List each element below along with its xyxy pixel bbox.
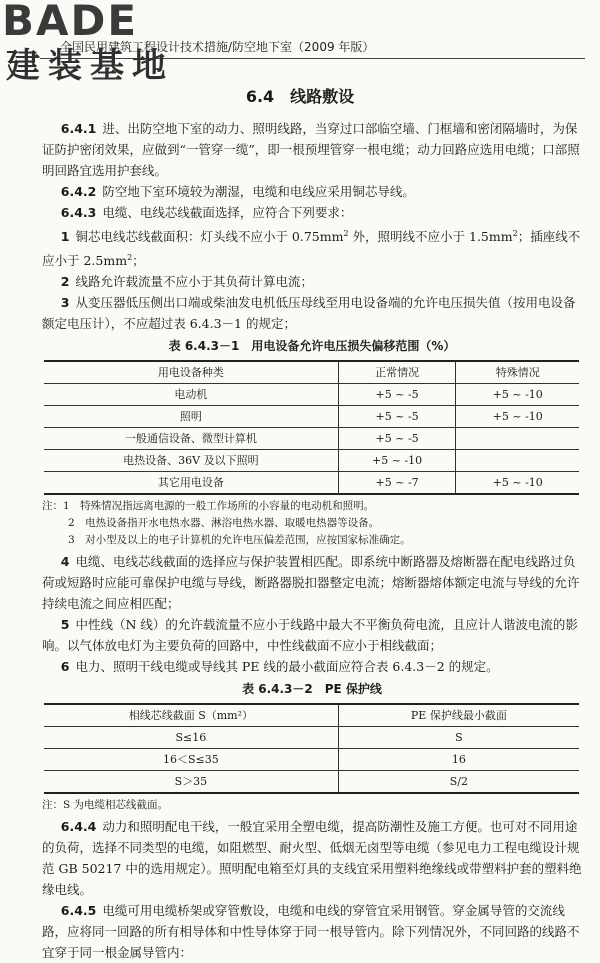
table-row (44, 771, 579, 794)
table-header-row (44, 704, 579, 727)
table-note: 3 对小型及以上的电子计算机的允许电压偏差范围，应按国家标准确定。 (68, 534, 411, 547)
table-row (44, 384, 579, 406)
table-cell: +5 ~ -5 (338, 406, 456, 428)
table-cell: +5 ~ -5 (338, 428, 456, 450)
clause-item-4: 4 电缆、电线芯线截面的选择应与保护装置相匹配。即系统中断路器及熔断器在配电线路过负荷或短路时应能可靠保护电缆与导线，断路器脱扣器整定电流；熔断器熔体额定电流与导线的允许持续电流之间应相匹配； (42, 554, 580, 612)
clause-item-6: 6 电力、照明干线电缆或导线其 PE 线的最小截面应符合表 6.4.3－2 的规定。 (60, 659, 499, 675)
document-body (42, 118, 582, 963)
table-row (44, 727, 579, 749)
table-cell: 电动机 (44, 384, 338, 406)
clause-item-5: 5 中性线（N 线）的允许载流量不应小于线路中最大不平衡负荷电流，且应计人谐波电流的影响。以气体放电灯为主要负荷的回路中，中性线截面不应小于相线截面； (42, 617, 578, 654)
watermark-subtitle: 建装基地 (6, 46, 174, 86)
clause-6-4-4: 6.4.4 动力和照明配电干线，一般宜采用全塑电缆，提高防潮性及施工方便。也可对不同用途的负荷，选择不同类型的电缆，如阻燃型、耐火型、低烟无卤型等电缆（参见电力工程电缆设计规范 GB 50217 中的选用规定）。照明配电箱至灯具的支线宜采用塑料绝缘线或带塑料护套的塑料绝缘电线。 (42, 819, 582, 898)
table-cell: +5 ~ -7 (338, 472, 456, 495)
table-row (44, 406, 579, 428)
table-cell: 其它用电设备 (44, 472, 338, 495)
table-header-cell: PE 保护线最小截面 (338, 704, 579, 727)
table-cell: 照明 (44, 406, 338, 428)
table-cell: 电热设备、36V 及以下照明 (44, 450, 338, 472)
table-cell (456, 450, 579, 472)
table-cell: +5 ~ -5 (338, 384, 456, 406)
table-row (44, 749, 579, 771)
table1-notes (42, 498, 582, 549)
table-cell: S (338, 727, 579, 749)
table-header-cell: 相线芯线截面 S（mm²） (44, 704, 338, 727)
clause-6-4-5: 6.4.5 电缆可用电缆桥架或穿管敷设，电缆和电线的穿管宜采用钢管。穿金属导管的交流线路，应将同一回路的所有相导体和中性导体穿于同一根导管内。除下列情况外，不同回路的线路不宜穿于同一根金属导管内： (42, 903, 580, 961)
table-cell: S≤16 (44, 727, 338, 749)
table-cell: 16＜S≤35 (44, 749, 338, 771)
pe-conductor-table (44, 703, 579, 794)
running-title: 全国民用建筑工程设计技术措施/防空地下室（2009 年版） (60, 40, 375, 54)
table-row (44, 472, 579, 495)
table-row (44, 428, 579, 450)
table-cell: 一般通信设备、微型计算机 (44, 428, 338, 450)
table-cell: +5 ~ -10 (456, 384, 579, 406)
table-cell: S＞35 (44, 771, 338, 794)
clause-6-4-2: 6.4.2 防空地下室环境较为潮湿，电缆和电线应采用铜芯导线。 (60, 184, 415, 199)
watermark-logo: BADE (2, 0, 139, 45)
table-cell: +5 ~ -10 (456, 406, 579, 428)
table-note: 2 电热设备指开水电热水器、淋浴电热水器、取暖电热器等设备。 (68, 517, 380, 530)
table2-notes (42, 797, 582, 814)
table-note: 注：1 特殊情况指远离电源的一般工作场所的小容量的电动机和照明。 (42, 500, 375, 513)
clause-6-4-3: 6.4.3 电缆、电线芯线截面选择，应符合下列要求： (60, 205, 353, 220)
clause-item-3: 3 从变压器低压侧出口端或柴油发电机低压母线至用电设备端的允许电压损失值（按用电设备额定电压计），不应超过表 6.4.3－1 的规定； (42, 295, 576, 332)
clause-item-2: 2 线路允许载流量不应小于其负荷计算电流； (60, 274, 313, 290)
voltage-loss-table (44, 360, 579, 495)
table-header-cell: 用电设备种类 (44, 361, 338, 384)
clause-item-1: 1 铜芯电线芯线截面积：灯头线不应小于 $0.75mm^2$ 外，照明线不应小于 $1.5mm^2$；插座线不应小于 $2.5mm^2$； (42, 229, 581, 269)
table-cell: +5 ~ -10 (338, 450, 456, 472)
table2-caption: 表 6.4.3－2 PE 保护线 (242, 682, 382, 697)
table-note: 注：S 为电缆相芯线截面。 (42, 799, 169, 812)
table-header-cell: 特殊情况 (456, 361, 579, 384)
clause-6-4-1: 6.4.1 进、出防空地下室的动力、照明线路，当穿过口部临空墙、门框墙和密闭隔墙时，为保证防护密闭效果，应做到“一管穿一缆”，即一根预埋管穿一根电缆；动力回路应选用电缆；口部照明回路宜选用护套线。 (42, 121, 580, 178)
table-row (44, 450, 579, 472)
table-header-row (44, 361, 579, 384)
table-cell: +5 ~ -10 (456, 472, 579, 495)
table-cell (456, 428, 579, 450)
table-cell: S/2 (338, 771, 579, 794)
table1-caption: 表 6.4.3－1 用电设备允许电压损失偏移范围（%） (168, 339, 456, 354)
table-cell: 16 (338, 749, 579, 771)
table-header-cell: 正常情况 (338, 361, 456, 384)
section-title: 6.4 线路敷设 (245, 87, 355, 106)
